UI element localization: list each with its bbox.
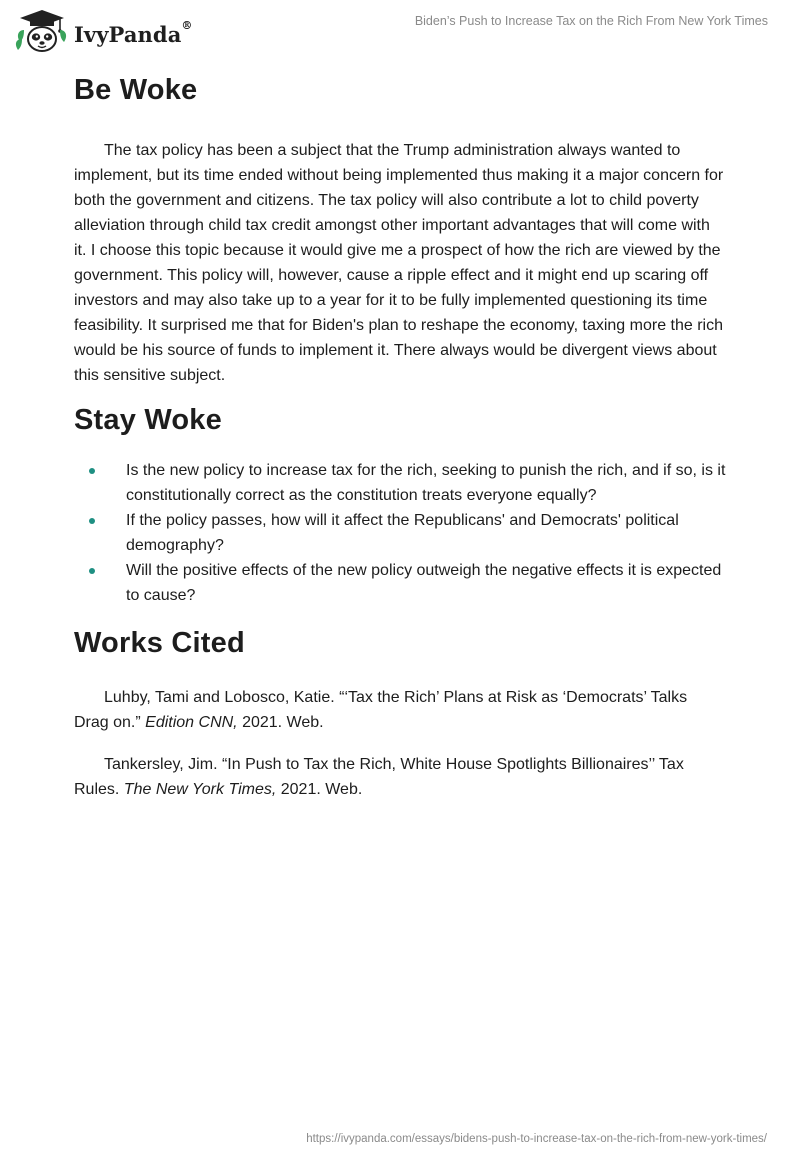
citation-text: Luhby, Tami and Lobosco, Katie. “‘Tax the Rich’ Plans at Risk as ‘Democrats’ Talks Drag on.” <box>74 689 688 731</box>
dot-bullet-icon <box>89 468 95 474</box>
source-url-link[interactable]: https://ivypanda.com/essays/bidens-push-to-increase-tax-on-the-rich-from-new-york-times/ <box>306 1133 767 1145</box>
paragraph-be-woke: The tax policy has been a subject that the Trump administration always wanted to implement, but its time ended without being implemented thus making it a major concern for both the government and citizens. The tax policy will also contribute a lot to child poverty alleviation through child tax credit amongst other important advantages that will come with it. I choose this topic because it would give me a prospect of how the rich are viewed by the government. This policy will, however, cause a ripple effect and it might end up scaring off investors and may also take up to a year for it to be fully implemented questioning its time feasibility. It surprised me that for Biden's plan to reshape the economy, taxing more the rich would be his source of funds to implement it. There always would be divergent views about this sensitive subject. <box>74 142 724 384</box>
list-item-text: If the policy passes, how will it affect the Republicans' and Democrats' political demography? <box>126 512 679 554</box>
list-item-text: Will the positive effects of the new policy outweigh the negative effects it is expected to cause? <box>126 562 722 604</box>
citation-tail: 2021. Web. <box>237 714 324 731</box>
running-title: Biden’s Push to Increase Tax on the Rich From New York Times <box>414 14 768 28</box>
panda-graduation-cap-icon <box>14 8 70 54</box>
list-item <box>74 458 726 508</box>
page-header <box>0 0 800 60</box>
list-item <box>74 508 726 558</box>
essay-content <box>74 70 726 802</box>
citation-tail: 2021. Web. <box>276 781 363 798</box>
logo-wordmark: IvyPanda® <box>74 18 193 47</box>
heading-works-cited: Works Cited <box>74 627 245 659</box>
citation-source: Edition CNN, <box>145 714 238 731</box>
heading-stay-woke: Stay Woke <box>74 404 222 436</box>
ivypanda-logo[interactable] <box>14 8 193 54</box>
list-item-text: Is the new policy to increase tax for the rich, seeking to punish the rich, and if so, is it constitutionally correct as the constitution treats everyone equally? <box>126 462 726 504</box>
citation-entry <box>74 685 726 735</box>
list-item <box>74 558 726 608</box>
dot-bullet-icon <box>89 568 95 574</box>
citation-text: Tankersley, Jim. “In Push to Tax the Rich, White House Spotlights Billionaires’’ Tax Rules. <box>74 756 684 798</box>
citation-entry <box>74 752 726 802</box>
stay-woke-list <box>74 458 726 608</box>
citation-source: The New York Times, <box>123 781 277 798</box>
dot-bullet-icon <box>89 518 95 524</box>
heading-be-woke: Be Woke <box>74 74 198 106</box>
